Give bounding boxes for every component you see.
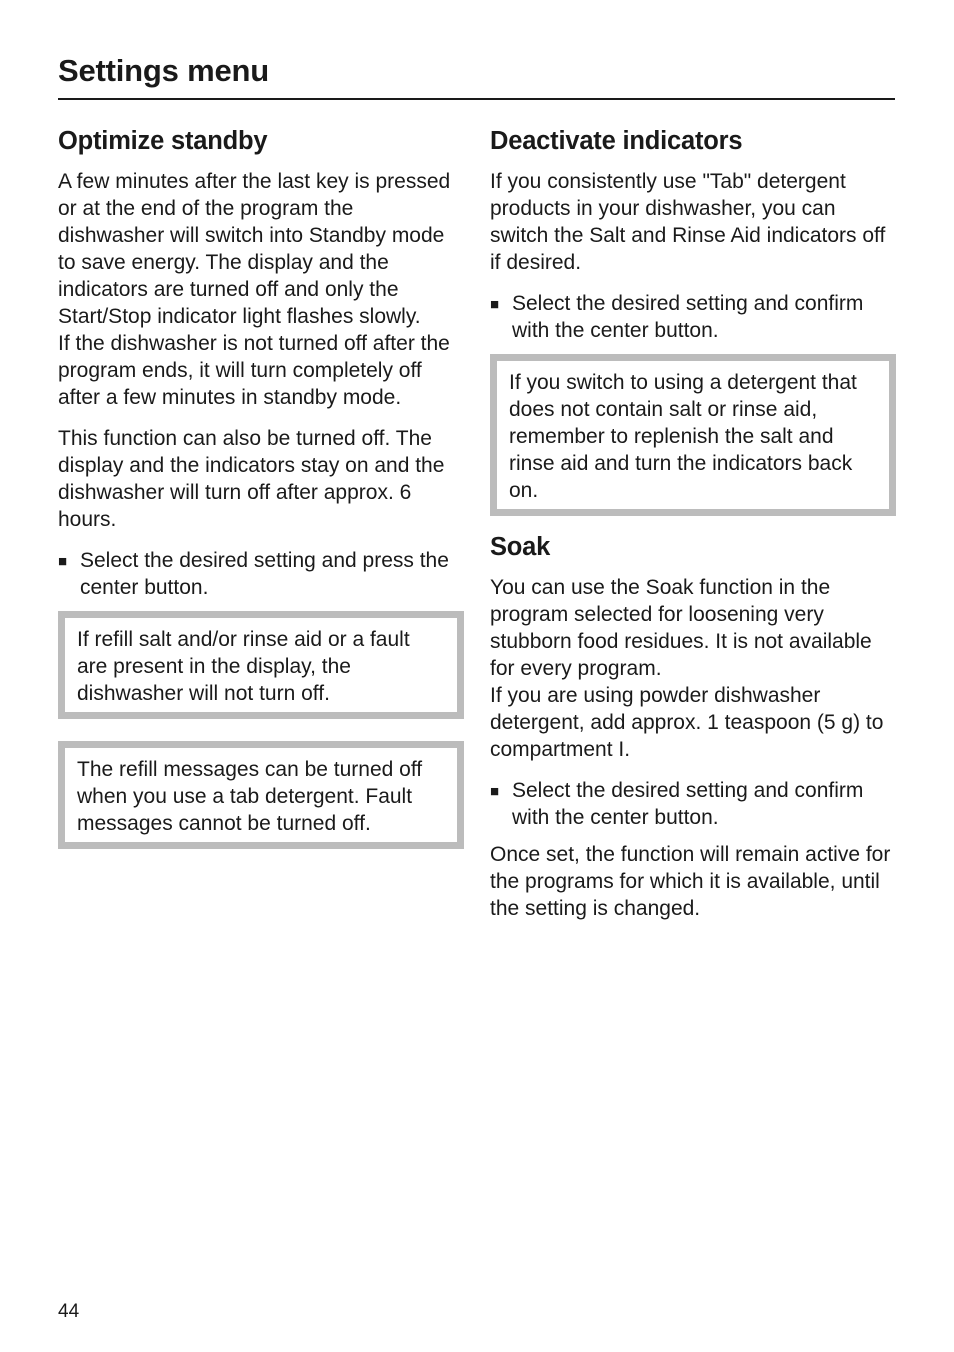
instruction-bullet (58, 547, 464, 601)
body-paragraph: Once set, the function will remain active for the programs for which it is available, until the setting is changed. (490, 843, 891, 920)
paragraph-text: You can use the Soak function in the program selected for loosening very stubborn food residues. It is not available for every program. (490, 576, 872, 680)
bullet-text: Select the desired setting and confirm with the center button. (512, 779, 864, 829)
paragraph-text: A few minutes after the last key is pressed or at the end of the program the dishwasher will switch into Standby mode to save energy. The display and the indicators are turned off and only the Start/Stop indicator light flashes slowly. (58, 170, 451, 328)
body-paragraph (490, 574, 896, 763)
title-divider (58, 98, 895, 100)
paragraph-text: If the dishwasher is not turned off after the program ends, it will turn completely off after a few minutes in standby mode. (58, 332, 450, 409)
instruction-bullet (490, 777, 896, 831)
section-heading-soak: Soak (490, 533, 551, 561)
body-paragraph (58, 168, 464, 411)
page-title: Settings menu (58, 53, 269, 88)
paragraph-text: If you are using powder dishwasher detergent, add approx. 1 teaspoon (5 g) to compartment I. (490, 684, 884, 761)
square-bullet-icon: ■ (490, 296, 500, 313)
section-heading-optimize-standby: Optimize standby (58, 127, 268, 155)
right-column (490, 124, 896, 936)
square-bullet-icon: ■ (58, 553, 68, 570)
note-box: If you switch to using a detergent that does not contain salt or rinse aid, remember to replenish the salt and rinse aid and turn the indicators back on. (490, 354, 896, 516)
note-box: If refill salt and/or rinse aid or a fault are present in the display, the dishwasher will not turn off. (58, 611, 464, 719)
bullet-text: Select the desired setting and press the center button. (80, 549, 449, 599)
note-box: The refill messages can be turned off when you use a tab detergent. Fault messages cannot be turned off. (58, 741, 464, 849)
instruction-bullet (490, 290, 896, 344)
body-paragraph: If you consistently use "Tab" detergent products in your dishwasher, you can switch the Salt and Rinse Aid indicators off if desired. (490, 170, 886, 274)
square-bullet-icon: ■ (490, 783, 500, 800)
page-number: 44 (58, 1301, 80, 1322)
left-column (58, 124, 464, 871)
bullet-text: Select the desired setting and confirm with the center button. (512, 292, 864, 342)
body-paragraph: This function can also be turned off. The display and the indicators stay on and the dishwasher will turn off after approx. 6 hours. (58, 427, 445, 531)
section-heading-deactivate-indicators: Deactivate indicators (490, 127, 743, 155)
